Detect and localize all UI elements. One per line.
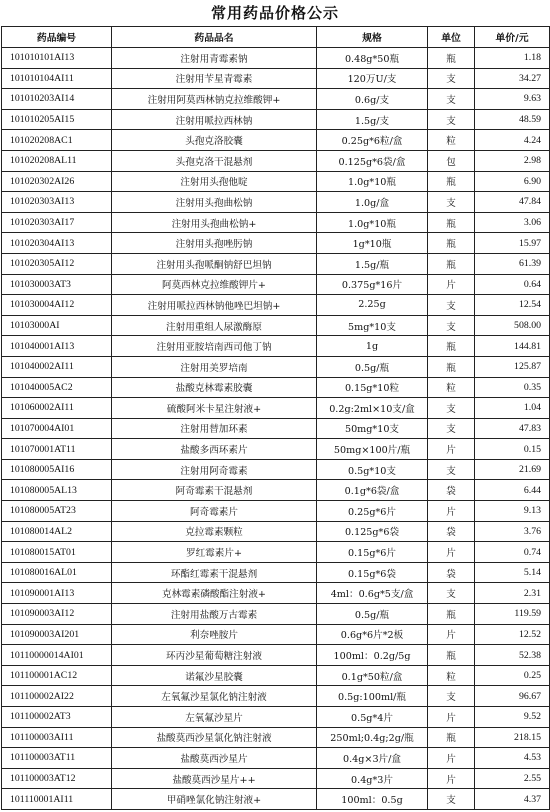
drug-code-cell: 101070004AI01 <box>2 418 112 439</box>
unit-price-cell: 12.54 <box>475 295 550 316</box>
specification-cell: 0.125g*6袋/盒 <box>317 150 428 171</box>
specification-cell: 1.0g*10瓶 <box>317 171 428 192</box>
specification-cell: 50mg×100片/瓶 <box>317 439 428 460</box>
specification-cell: 0.1g*50粒/盒 <box>317 665 428 686</box>
unit-price-cell: 3.76 <box>475 521 550 542</box>
drug-name-cell: 甲硝唑氯化钠注射液+ <box>112 789 317 810</box>
drug-code-cell: 101060002AI11 <box>2 398 112 419</box>
unit-price-cell: 9.63 <box>475 89 550 110</box>
drug-code-cell: 101100002AT3 <box>2 707 112 728</box>
specification-cell: 0.6g/支 <box>317 89 428 110</box>
unit-price-cell: 0.25 <box>475 665 550 686</box>
drug-name-cell: 注射用盐酸万古霉素 <box>112 604 317 625</box>
drug-code-cell: 10110000014AI01 <box>2 645 112 666</box>
drug-name-cell: 注射用头孢曲松钠+ <box>112 212 317 233</box>
table-row <box>2 521 550 542</box>
unit-price-cell: 0.64 <box>475 274 550 295</box>
table-row <box>2 315 550 336</box>
header-drug-name: 药品品名 <box>112 27 317 48</box>
unit-cell: 包 <box>428 150 475 171</box>
unit-cell: 瓶 <box>428 171 475 192</box>
table-row <box>2 501 550 522</box>
drug-name-cell: 左氧氟沙星片 <box>112 707 317 728</box>
specification-cell: 0.5g*10支 <box>317 459 428 480</box>
unit-price-cell: 6.90 <box>475 171 550 192</box>
drug-code-cell: 101100002AI22 <box>2 686 112 707</box>
unit-price-cell: 2.98 <box>475 150 550 171</box>
page-title: 常用药品价格公示 <box>210 4 339 22</box>
unit-price-cell: 218.15 <box>475 727 550 748</box>
unit-price-cell: 4.37 <box>475 789 550 810</box>
specification-cell: 100ml：0.2g/5g <box>317 645 428 666</box>
table-row <box>2 439 550 460</box>
drug-name-cell: 阿奇霉素片 <box>112 501 317 522</box>
specification-cell: 1.5g/支 <box>317 109 428 130</box>
drug-code-cell: 101020304AI13 <box>2 233 112 254</box>
unit-cell: 瓶 <box>428 727 475 748</box>
table-row <box>2 48 550 69</box>
unit-cell: 粒 <box>428 130 475 151</box>
unit-price-cell: 9.13 <box>475 501 550 522</box>
unit-price-cell: 0.74 <box>475 542 550 563</box>
drug-name-cell: 注射用替加环素 <box>112 418 317 439</box>
unit-cell: 瓶 <box>428 212 475 233</box>
drug-code-cell: 101020303AI13 <box>2 192 112 213</box>
unit-cell: 瓶 <box>428 645 475 666</box>
table-row <box>2 109 550 130</box>
drug-name-cell: 头孢克洛干混悬剂 <box>112 150 317 171</box>
drug-code-cell: 101010101AI13 <box>2 48 112 69</box>
drug-name-cell: 注射用头孢他啶 <box>112 171 317 192</box>
table-row <box>2 68 550 89</box>
header-unit-price: 单价/元 <box>475 27 550 48</box>
specification-cell: 0.5g/瓶 <box>317 356 428 377</box>
drug-code-cell: 101080016AL01 <box>2 562 112 583</box>
unit-cell: 瓶 <box>428 233 475 254</box>
specification-cell: 0.4g*3片 <box>317 768 428 789</box>
unit-cell: 片 <box>428 501 475 522</box>
table-row <box>2 480 550 501</box>
unit-cell: 支 <box>428 583 475 604</box>
unit-price-cell: 48.59 <box>475 109 550 130</box>
table-row <box>2 253 550 274</box>
drug-name-cell: 环酯红霉素干混悬剂 <box>112 562 317 583</box>
specification-cell: 0.125g*6袋 <box>317 521 428 542</box>
drug-code-cell: 101030004AI12 <box>2 295 112 316</box>
specification-cell: 0.15g*6片 <box>317 542 428 563</box>
price-table <box>1 26 550 810</box>
unit-cell: 袋 <box>428 562 475 583</box>
drug-code-cell: 101020305AI12 <box>2 253 112 274</box>
unit-price-cell: 1.18 <box>475 48 550 69</box>
drug-code-cell: 101030003AT3 <box>2 274 112 295</box>
table-row <box>2 707 550 728</box>
drug-code-cell: 101080015AT01 <box>2 542 112 563</box>
unit-price-cell: 47.83 <box>475 418 550 439</box>
unit-cell: 瓶 <box>428 253 475 274</box>
unit-cell: 支 <box>428 109 475 130</box>
drug-code-cell: 101080005AT23 <box>2 501 112 522</box>
table-row <box>2 768 550 789</box>
header-drug-code: 药品编号 <box>2 27 112 48</box>
unit-price-cell: 21.69 <box>475 459 550 480</box>
unit-cell: 支 <box>428 89 475 110</box>
table-row <box>2 727 550 748</box>
drug-name-cell: 注射用重组人尿激酶原 <box>112 315 317 336</box>
specification-cell: 0.5g/瓶 <box>317 604 428 625</box>
unit-cell: 瓶 <box>428 48 475 69</box>
unit-price-cell: 2.31 <box>475 583 550 604</box>
header-specification: 规格 <box>317 27 428 48</box>
table-row <box>2 686 550 707</box>
drug-code-cell: 10103000AI <box>2 315 112 336</box>
specification-cell: 0.5g*4片 <box>317 707 428 728</box>
drug-name-cell: 注射用美罗培南 <box>112 356 317 377</box>
drug-code-cell: 101080005AI16 <box>2 459 112 480</box>
unit-price-cell: 119.59 <box>475 604 550 625</box>
specification-cell: 2.25g <box>317 295 428 316</box>
unit-cell: 瓶 <box>428 336 475 357</box>
unit-price-cell: 2.55 <box>475 768 550 789</box>
drug-name-cell: 阿莫西林克拉维酸钾片+ <box>112 274 317 295</box>
unit-cell: 片 <box>428 707 475 728</box>
drug-name-cell: 盐酸莫西沙星片 <box>112 748 317 769</box>
unit-price-cell: 15.97 <box>475 233 550 254</box>
unit-cell: 支 <box>428 68 475 89</box>
table-row <box>2 665 550 686</box>
drug-name-cell: 盐酸多西环素片 <box>112 439 317 460</box>
drug-name-cell: 盐酸克林霉素胶囊 <box>112 377 317 398</box>
drug-name-cell: 盐酸莫西沙星氯化钠注射液 <box>112 727 317 748</box>
header-unit: 单位 <box>428 27 475 48</box>
specification-cell: 0.15g*6袋 <box>317 562 428 583</box>
unit-cell: 支 <box>428 686 475 707</box>
drug-code-cell: 101110001AI11 <box>2 789 112 810</box>
unit-cell: 片 <box>428 768 475 789</box>
specification-cell: 4ml：0.6g*5支/盒 <box>317 583 428 604</box>
drug-name-cell: 注射用头孢曲松钠 <box>112 192 317 213</box>
table-row <box>2 604 550 625</box>
table-body <box>2 48 550 810</box>
drug-name-cell: 诺氟沙星胶囊 <box>112 665 317 686</box>
unit-cell: 支 <box>428 398 475 419</box>
table-row <box>2 583 550 604</box>
specification-cell: 1.0g/盒 <box>317 192 428 213</box>
drug-name-cell: 注射用苄星青霉素 <box>112 68 317 89</box>
drug-code-cell: 101100001AC12 <box>2 665 112 686</box>
unit-price-cell: 34.27 <box>475 68 550 89</box>
unit-price-cell: 0.15 <box>475 439 550 460</box>
drug-name-cell: 注射用阿奇霉素 <box>112 459 317 480</box>
specification-cell: 1.5g/瓶 <box>317 253 428 274</box>
drug-code-cell: 101090003AI201 <box>2 624 112 645</box>
drug-code-cell: 101080005AL13 <box>2 480 112 501</box>
drug-name-cell: 注射用亚胺培南西司他丁钠 <box>112 336 317 357</box>
unit-price-cell: 4.24 <box>475 130 550 151</box>
drug-code-cell: 101040001AI13 <box>2 336 112 357</box>
unit-price-cell: 9.52 <box>475 707 550 728</box>
unit-price-cell: 5.14 <box>475 562 550 583</box>
unit-cell: 片 <box>428 274 475 295</box>
drug-code-cell: 101100003AI11 <box>2 727 112 748</box>
unit-price-cell: 1.04 <box>475 398 550 419</box>
drug-name-cell: 注射用哌拉西林钠他唑巴坦钠+ <box>112 295 317 316</box>
specification-cell: 0.15g*10粒 <box>317 377 428 398</box>
drug-name-cell: 头孢克洛胶囊 <box>112 130 317 151</box>
drug-name-cell: 环丙沙星葡萄糖注射液 <box>112 645 317 666</box>
drug-name-cell: 克林霉素磷酸酯注射液+ <box>112 583 317 604</box>
unit-cell: 支 <box>428 459 475 480</box>
table-row <box>2 212 550 233</box>
unit-cell: 支 <box>428 315 475 336</box>
unit-cell: 片 <box>428 542 475 563</box>
unit-price-cell: 125.87 <box>475 356 550 377</box>
table-header-row <box>2 27 550 48</box>
unit-price-cell: 96.67 <box>475 686 550 707</box>
specification-cell: 0.6g*6片*2板 <box>317 624 428 645</box>
drug-name-cell: 注射用阿莫西林钠克拉维酸钾+ <box>112 89 317 110</box>
drug-code-cell: 101020208AL11 <box>2 150 112 171</box>
specification-cell: 0.4g×3片/盒 <box>317 748 428 769</box>
specification-cell: 0.25g*6粒/盒 <box>317 130 428 151</box>
specification-cell: 100ml：0.5g <box>317 789 428 810</box>
unit-cell: 支 <box>428 418 475 439</box>
unit-price-cell: 4.53 <box>475 748 550 769</box>
table-row <box>2 336 550 357</box>
unit-cell: 片 <box>428 624 475 645</box>
table-row <box>2 356 550 377</box>
table-row <box>2 274 550 295</box>
drug-name-cell: 左氧氟沙星氯化钠注射液 <box>112 686 317 707</box>
unit-price-cell: 144.81 <box>475 336 550 357</box>
drug-code-cell: 101070001AT11 <box>2 439 112 460</box>
drug-name-cell: 盐酸莫西沙星片++ <box>112 768 317 789</box>
specification-cell: 5mg*10支 <box>317 315 428 336</box>
unit-cell: 支 <box>428 295 475 316</box>
unit-price-cell: 52.38 <box>475 645 550 666</box>
drug-code-cell: 101010203AI14 <box>2 89 112 110</box>
drug-code-cell: 101090001AI13 <box>2 583 112 604</box>
drug-code-cell: 101010104AI11 <box>2 68 112 89</box>
unit-price-cell: 508.00 <box>475 315 550 336</box>
unit-cell: 片 <box>428 439 475 460</box>
specification-cell: 1g*10瓶 <box>317 233 428 254</box>
specification-cell: 120万U/支 <box>317 68 428 89</box>
unit-cell: 支 <box>428 789 475 810</box>
drug-code-cell: 101020303AI17 <box>2 212 112 233</box>
table-row <box>2 645 550 666</box>
specification-cell: 50mg*10支 <box>317 418 428 439</box>
table-row <box>2 789 550 810</box>
unit-price-cell: 6.44 <box>475 480 550 501</box>
drug-code-cell: 101090003AI12 <box>2 604 112 625</box>
unit-price-cell: 47.84 <box>475 192 550 213</box>
table-row <box>2 542 550 563</box>
table-row <box>2 624 550 645</box>
drug-name-cell: 利奈唑胺片 <box>112 624 317 645</box>
drug-code-cell: 101010205AI15 <box>2 109 112 130</box>
specification-cell: 1.0g*10瓶 <box>317 212 428 233</box>
specification-cell: 0.1g*6袋/盒 <box>317 480 428 501</box>
drug-code-cell: 101080014AL2 <box>2 521 112 542</box>
unit-price-cell: 61.39 <box>475 253 550 274</box>
table-row <box>2 192 550 213</box>
unit-cell: 支 <box>428 192 475 213</box>
table-row <box>2 89 550 110</box>
table-row <box>2 562 550 583</box>
table-row <box>2 150 550 171</box>
specification-cell: 250ml;0.4g;2g/瓶 <box>317 727 428 748</box>
table-row <box>2 377 550 398</box>
unit-price-cell: 0.35 <box>475 377 550 398</box>
drug-code-cell: 101100003AT11 <box>2 748 112 769</box>
specification-cell: 0.375g*16片 <box>317 274 428 295</box>
table-row <box>2 171 550 192</box>
unit-price-cell: 3.06 <box>475 212 550 233</box>
drug-name-cell: 注射用青霉素钠 <box>112 48 317 69</box>
drug-name-cell: 罗红霉素片+ <box>112 542 317 563</box>
drug-name-cell: 注射用头孢哌酮钠舒巴坦钠 <box>112 253 317 274</box>
unit-cell: 袋 <box>428 521 475 542</box>
drug-code-cell: 101040002AI11 <box>2 356 112 377</box>
table-row <box>2 130 550 151</box>
table-row <box>2 418 550 439</box>
drug-name-cell: 克拉霉素颗粒 <box>112 521 317 542</box>
unit-cell: 粒 <box>428 377 475 398</box>
drug-code-cell: 101100003AT12 <box>2 768 112 789</box>
specification-cell: 0.48g*50瓶 <box>317 48 428 69</box>
drug-name-cell: 注射用哌拉西林钠 <box>112 109 317 130</box>
drug-code-cell: 101020302AI26 <box>2 171 112 192</box>
unit-cell: 袋 <box>428 480 475 501</box>
drug-code-cell: 101020208AC1 <box>2 130 112 151</box>
unit-cell: 粒 <box>428 665 475 686</box>
drug-name-cell: 注射用头孢唑肟钠 <box>112 233 317 254</box>
drug-name-cell: 阿奇霉素干混悬剂 <box>112 480 317 501</box>
table-row <box>2 398 550 419</box>
unit-cell: 片 <box>428 748 475 769</box>
specification-cell: 0.25g*6片 <box>317 501 428 522</box>
specification-cell: 0.2g:2ml×10支/盒 <box>317 398 428 419</box>
unit-cell: 瓶 <box>428 604 475 625</box>
table-row <box>2 295 550 316</box>
table-row <box>2 748 550 769</box>
specification-cell: 0.5g:100ml/瓶 <box>317 686 428 707</box>
table-row <box>2 459 550 480</box>
unit-cell: 瓶 <box>428 356 475 377</box>
drug-code-cell: 101040005AC2 <box>2 377 112 398</box>
specification-cell: 1g <box>317 336 428 357</box>
unit-price-cell: 12.52 <box>475 624 550 645</box>
drug-name-cell: 硫酸阿米卡星注射液+ <box>112 398 317 419</box>
table-row <box>2 233 550 254</box>
